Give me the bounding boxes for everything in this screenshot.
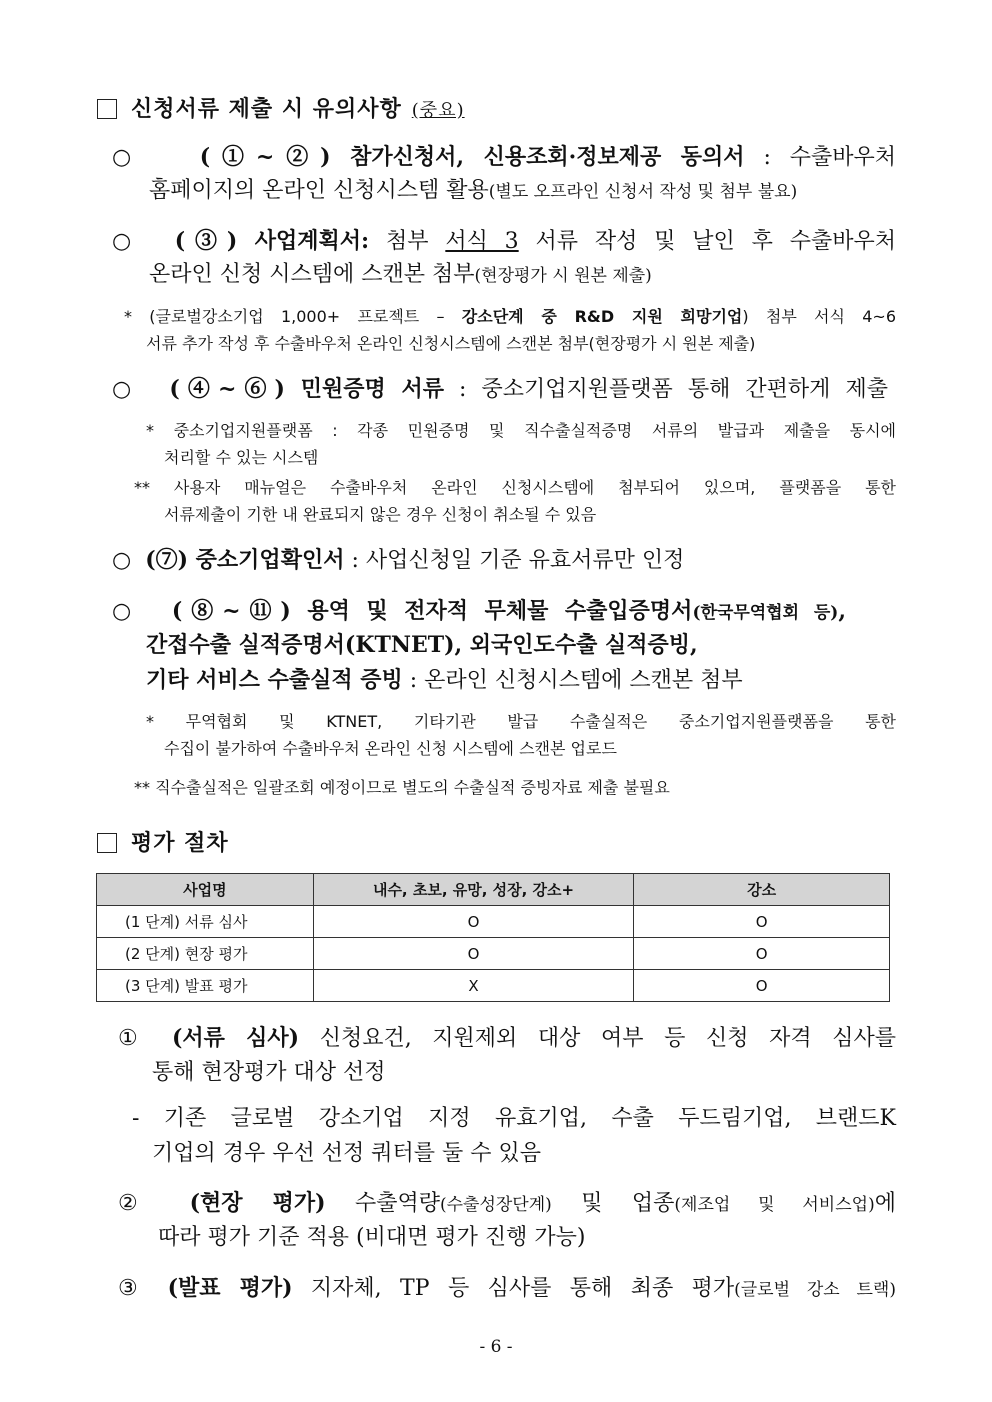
step-number: ② <box>118 1191 161 1216</box>
item-5-heading-end: , <box>838 598 846 624</box>
item-2-heading: (③) 사업계획서: <box>174 228 370 254</box>
bullet-circle: ○ <box>112 229 142 254</box>
footnote-c: ) 첨부 서식 4~6 <box>742 307 896 326</box>
bullet-circle: ○ <box>112 599 141 624</box>
table-cell: (1 단계) 서류 심사 <box>97 906 314 938</box>
step-number: ③ <box>118 1276 150 1301</box>
step-3-note: (글로벌 강소 트랙) <box>734 1280 896 1300</box>
step-1-sub-line-1: - 기존 글로벌 강소기업 지정 유효기업, 수출 두드림기업, 브랜드K <box>132 1106 896 1131</box>
section-title-text: 신청서류 제출 시 유의사항 <box>131 96 402 122</box>
step-2-line-1 <box>118 1188 896 1220</box>
item-2-text-a: 첨부 <box>369 229 446 254</box>
item-1-note: (별도 오프라인 신청서 작성 및 첨부 불요) <box>488 182 798 202</box>
item-4-text: : 사업신청일 기준 유효서류만 인정 <box>344 548 685 573</box>
section-title-text: 평가 절차 <box>131 830 229 856</box>
table-cell: (3 단계) 발표 평가 <box>97 970 314 1002</box>
step-1-heading: (서류 심사) <box>171 1025 300 1051</box>
item-5-heading-3: 기타 서비스 수출실적 증빙 <box>146 667 403 693</box>
table-header-cell: 강소 <box>634 874 890 906</box>
item-5-line-1 <box>112 596 846 628</box>
item-3-heading: (④~⑥) 민원증명 서류 <box>169 376 444 402</box>
table-header-cell: 사업명 <box>97 874 314 906</box>
step-1-line-1 <box>118 1023 896 1054</box>
step-number: ① <box>118 1026 152 1051</box>
item-1-text: : 수출바우처 <box>744 145 896 170</box>
item-5-note-1-line-2: 수집이 불가하여 수출바우처 온라인 신청 시스템에 스캔본 업로드 <box>164 739 617 758</box>
item-2-text-2: 온라인 신청 시스템에 스캔본 첨부 <box>149 262 475 287</box>
table-cell: O <box>634 938 890 970</box>
table-header-row <box>97 874 890 906</box>
step-3-text: 지자체, TP 등 심사를 통해 최종 평가 <box>292 1276 735 1301</box>
item-5-line-2: 간접수출 실적증명서(KTNET), 외국인도수출 실적증빙, <box>146 632 698 658</box>
table-cell: O <box>313 906 634 938</box>
table-row <box>97 938 890 970</box>
step-2-line-2: 따라 평가 기준 적용 (비대면 평가 진행 가능) <box>158 1225 586 1250</box>
item-5-heading-note: (한국무역협회 등) <box>692 603 839 623</box>
item-5-note-2: ** 직수출실적은 일괄조회 예정이므로 별도의 수출실적 증빙자료 제출 불필요 <box>134 778 670 797</box>
item-3-note-2-line-2: 서류제출이 기한 내 완료되지 않은 경우 신청이 취소될 수 있음 <box>164 505 597 524</box>
item-5-note-1-line-1: * 무역협회 및 KTNET, 기타기관 발급 수출실적은 중소기업지원플랫폼을 통한 <box>146 712 896 731</box>
item-5-text-3: : 온라인 신청시스템에 스캔본 첨부 <box>402 668 743 693</box>
section-title-evaluation <box>97 826 229 857</box>
item-3-text: : 중소기업지원플랫폼 통해 간편하게 제출 <box>443 377 888 402</box>
table-row <box>97 906 890 938</box>
item-3-note-2-line-1: ** 사용자 매뉴얼은 수출바우처 온라인 신청시스템에 첨부되어 있으며, 플랫폼을 통한 <box>134 478 896 497</box>
item-1-line-2 <box>149 176 797 207</box>
step-1-sub-line-2: 기업의 경우 우선 선정 쿼터를 둘 수 있음 <box>152 1141 541 1166</box>
item-4-heading: (⑦) 중소기업확인서 <box>145 547 345 573</box>
step-2-text-a: 수출역량 <box>325 1191 440 1216</box>
item-5-line-3 <box>146 665 743 696</box>
footnote-a: * (글로벌강소기업 1,000+ 프로젝트 – <box>124 307 462 326</box>
bullet-circle: ○ <box>112 145 144 170</box>
step-1-text: 신청요건, 지원제외 대상 여부 등 신청 자격 심사를 <box>299 1026 896 1051</box>
item-3-note-1-line-2: 처리할 수 있는 시스템 <box>164 448 319 467</box>
item-2-text-b: 서류 작성 및 날인 후 수출바우처 <box>518 229 896 254</box>
table-cell: (2 단계) 현장 평가 <box>97 938 314 970</box>
step-2-note-a: (수출성장단계) <box>439 1195 552 1215</box>
item-2-note: (현장평가 시 원본 제출) <box>474 266 652 286</box>
checkbox-square-icon <box>97 99 117 119</box>
step-2-text-c: 및 업종 <box>551 1191 675 1216</box>
step-2-heading: (현장 평가) <box>189 1190 326 1216</box>
section-title-submission <box>97 92 465 123</box>
item-1-heading: (①~②) 참가신청서, 신용조회·정보제공 동의서 <box>199 144 745 170</box>
table-cell: O <box>313 938 634 970</box>
item-3-note-1-line-1: * 중소기업지원플랫폼 : 각종 민원증명 및 직수출실적증명 서류의 발급과 제출을 동시에 <box>146 421 896 440</box>
item-5-heading: (⑧~⑪) 용역 및 전자적 무체물 수출입증명서 <box>171 598 693 624</box>
step-2-text-e: 에 <box>874 1191 896 1216</box>
form-3-ref: 서식 3 <box>445 229 519 254</box>
section-title-note: (중요) <box>411 100 465 121</box>
footnote-bold: 강소단계 중 R&D 지원 희망기업 <box>461 307 743 326</box>
item-4-line-1 <box>112 545 684 576</box>
item-2-line-1 <box>112 226 896 257</box>
step-3-line-1 <box>118 1273 896 1305</box>
bullet-circle: ○ <box>112 548 132 573</box>
table-cell: X <box>313 970 634 1002</box>
item-3-line-1 <box>112 374 888 405</box>
item-2-line-2 <box>149 260 652 291</box>
item-1-text-2: 홈페이지의 온라인 신청시스템 활용 <box>149 178 489 203</box>
table-header-cell: 내수, 초보, 유망, 성장, 강소+ <box>313 874 634 906</box>
table-cell: O <box>634 970 890 1002</box>
bullet-circle: ○ <box>112 377 140 402</box>
checkbox-square-icon <box>97 833 117 853</box>
page-number: - 6 - <box>479 1337 513 1357</box>
item-2-footnote-line-2: 서류 추가 작성 후 수출바우처 온라인 신청시스템에 스캔본 첨부(현장평가 시 원본 제출) <box>146 334 756 353</box>
step-2-note-d: (제조업 및 서비스업) <box>674 1195 875 1215</box>
item-1-line-1 <box>112 142 896 173</box>
step-3-heading: (발표 평가) <box>167 1275 293 1301</box>
table-row <box>97 970 890 1002</box>
item-2-footnote-line-1 <box>124 304 896 330</box>
table-cell: O <box>634 906 890 938</box>
step-1-line-2: 통해 현장평가 대상 선정 <box>152 1060 386 1085</box>
evaluation-table <box>96 873 890 1002</box>
